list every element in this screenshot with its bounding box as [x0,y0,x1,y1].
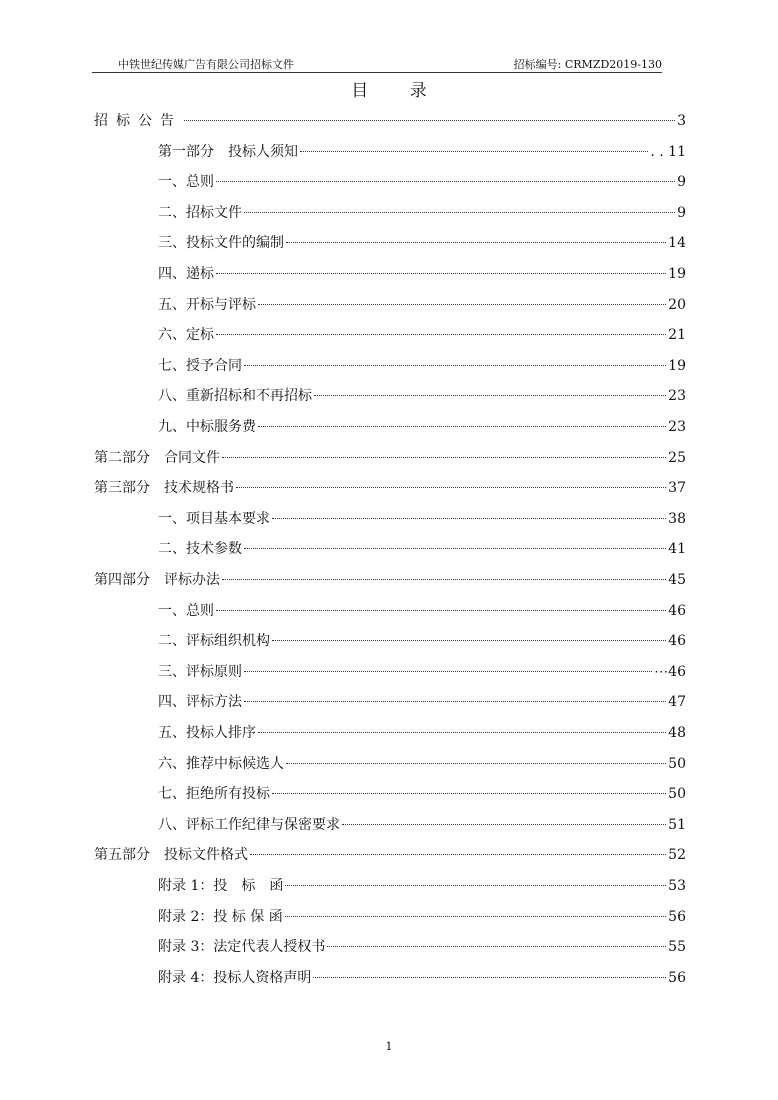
toc-dot-leader [313,977,666,978]
toc-entry-page: 46 [668,633,686,650]
toc-entry-label: 二、技术参数 [158,541,242,558]
toc-dot-leader [272,518,666,519]
toc-dot-leader [216,273,666,274]
toc-entry-page: 14 [668,235,686,252]
toc-dot-leader [216,181,675,182]
toc-entry-label: 附录 1：投 标 函 [158,878,284,894]
toc-entry[interactable] [94,385,686,407]
toc-entry-page: 50 [668,786,686,803]
toc-dot-leader [258,426,666,427]
toc-entry-page: 55 [668,939,686,956]
toc-entry-page: 9 [677,174,686,191]
toc-entry-page: 37 [668,480,686,497]
toc-entry-page: 56 [668,969,686,986]
header-bid-number: 招标编号: CRMZD2019-130 [513,58,662,71]
toc-entry-label: 一、总则 [158,602,214,619]
toc-entry[interactable] [94,232,686,254]
toc-entry-page: 48 [668,725,686,741]
toc-entry-page: 9 [677,204,686,221]
toc-entry-label: 三、投标文件的编制 [158,235,284,252]
toc-entry[interactable] [94,171,686,193]
toc-entry[interactable] [94,447,686,469]
toc-dot-leader [244,212,675,213]
toc-dot-leader [285,885,666,886]
toc-entry-page: 50 [668,755,686,772]
toc-dot-leader [272,640,666,641]
toc-entry-label: 四、评标方法 [158,694,242,711]
page-title: 目 录 [351,81,445,101]
toc-entry-page: 53 [668,878,686,894]
toc-entry[interactable] [94,324,686,346]
toc-dot-leader [184,120,675,121]
toc-entry-page: . . 11 [650,143,686,160]
toc-dot-leader [222,579,666,580]
toc-entry-label: 八、重新招标和不再招标 [158,388,312,405]
toc-entry[interactable] [94,508,686,530]
toc-entry[interactable] [94,814,686,836]
header-company: 中铁世纪传媒广告有限公司招标文件 [118,58,294,71]
toc-entry-label: 六、定标 [158,327,214,344]
toc-entry-page: 25 [668,449,686,466]
toc-entry-page: 23 [668,388,686,405]
toc-entry[interactable] [94,875,686,897]
toc-entry[interactable] [94,600,686,622]
toc-dot-leader [327,946,666,947]
toc-entry-page: 38 [668,510,686,527]
toc-dot-leader [244,365,666,366]
toc-dot-leader [286,763,666,764]
toc-entry[interactable] [94,691,686,713]
toc-entry[interactable] [94,936,686,958]
toc-entry[interactable] [94,967,686,989]
toc-entry[interactable] [94,294,686,316]
toc-dot-leader [258,732,666,733]
toc-entry-page: 23 [668,419,686,435]
toc-entry-page: 41 [668,541,686,558]
toc-entry-label: 七、授予合同 [158,357,242,374]
toc-entry-page: 46 [668,602,686,619]
toc-entry[interactable] [94,722,686,744]
toc-entry[interactable] [94,110,686,132]
toc-entry[interactable] [94,141,686,163]
toc-dot-leader [222,457,666,458]
toc-dot-leader [244,701,666,702]
toc-entry-label: 八、评标工作纪律与保密要求 [158,816,340,833]
toc-entry-label: 七、拒绝所有投标 [158,786,270,803]
toc-entry-label: 一、项目基本要求 [158,510,270,527]
toc-dot-leader [244,671,652,672]
toc-entry-label: 第二部分 合同文件 [94,449,220,466]
toc-entry[interactable] [94,538,686,560]
toc-dot-leader [285,916,666,917]
toc-entry[interactable] [94,783,686,805]
toc-entry-page: 20 [668,296,686,313]
toc-entry-label: 招标公告 [94,113,182,129]
toc-entry[interactable] [94,906,686,928]
toc-entry-label: 九、中标服务费 [158,419,256,435]
toc-entry-label: 附录 2：投 标 保 函 [158,908,283,925]
toc-entry-label: 第一部分 投标人须知 [158,143,298,160]
toc-entry-page: 51 [668,816,686,833]
page-number: 1 [385,1040,393,1053]
toc-entry-label: 二、评标组织机构 [158,633,270,650]
toc-entry-page: 19 [668,266,686,282]
toc-entry[interactable] [94,630,686,652]
toc-entry[interactable] [94,263,686,285]
toc-entry-label: 六、推荐中标候选人 [158,755,284,772]
toc-entry[interactable] [94,844,686,866]
toc-entry-label: 附录 4：投标人资格声明 [158,969,312,986]
toc-entry-label: 一、总则 [158,174,214,191]
toc-entry[interactable] [94,477,686,499]
toc-entry-page: 52 [668,847,686,864]
toc-entry-page: 3 [677,113,686,129]
toc-entry-page: 19 [668,357,686,374]
toc-entry-page: ⋯46 [654,663,686,680]
toc-entry[interactable] [94,661,686,683]
toc-entry-label: 二、招标文件 [158,204,242,221]
toc-entry[interactable] [94,416,686,438]
toc-dot-leader [314,395,666,396]
toc-dot-leader [250,854,666,855]
toc-dot-leader [272,793,666,794]
toc-dot-leader [216,610,666,611]
toc-entry-page: 45 [668,572,686,588]
toc-dot-leader [236,487,666,488]
toc-entry-page: 21 [668,327,686,344]
toc-entry-label: 五、开标与评标 [158,296,256,313]
toc-entry-page: 56 [668,908,686,925]
toc-dot-leader [300,151,648,152]
toc-entry-label: 五、投标人排序 [158,725,256,741]
toc-entry[interactable] [94,202,686,224]
toc-dot-leader [244,548,666,549]
toc-entry[interactable] [94,569,686,591]
toc-dot-leader [258,304,666,305]
toc-entry[interactable] [94,753,686,775]
toc-dot-leader [286,242,666,243]
toc-entry-page: 47 [668,694,686,711]
toc-entry[interactable] [94,355,686,377]
toc-entry-label: 第四部分 评标办法 [94,572,220,588]
toc-entry-label: 三、评标原则 [158,663,242,680]
toc-entry-label: 第五部分 投标文件格式 [94,847,248,864]
page-header [92,54,662,73]
toc-entry-label: 第三部分 技术规格书 [94,480,234,497]
toc-entry-label: 附录 3：法定代表人授权书 [158,939,326,956]
toc-entry-label: 四、递标 [158,266,214,282]
toc-dot-leader [342,824,666,825]
toc-dot-leader [216,334,666,335]
